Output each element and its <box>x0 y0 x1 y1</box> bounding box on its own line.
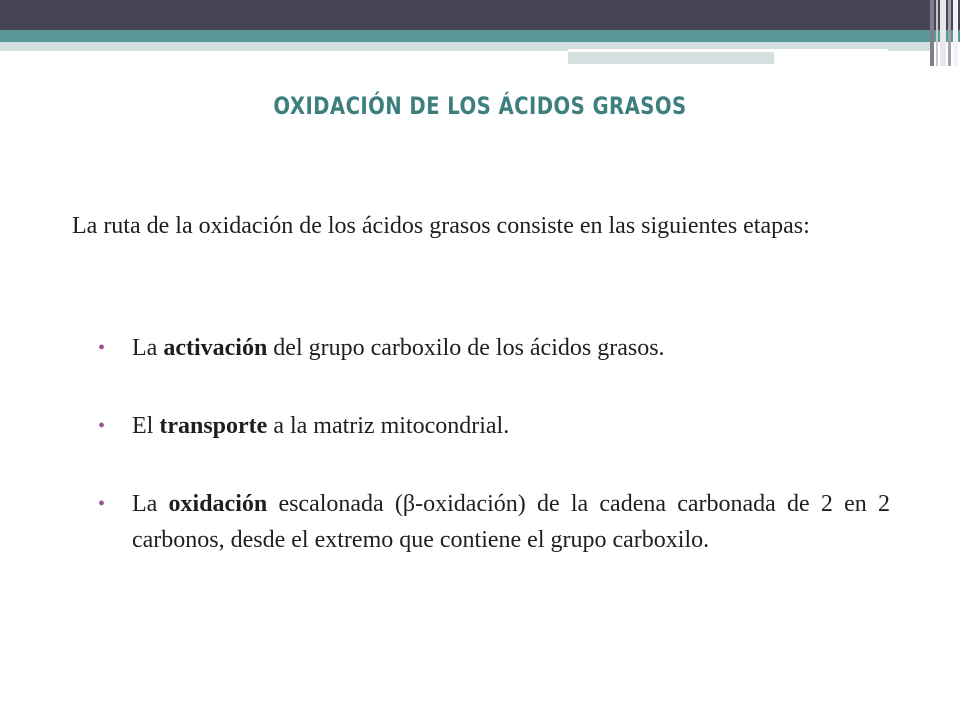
stage-list <box>98 330 890 558</box>
bullet-icon: • <box>98 337 106 359</box>
list-item <box>98 408 890 444</box>
header-vertical-stripes <box>930 0 960 66</box>
slide-title: OXIDACIÓN DE LOS ÁCIDOS GRASOS <box>273 92 687 120</box>
bullet-icon: • <box>98 493 106 515</box>
header-dark-bar <box>0 0 960 30</box>
bullet-text-before: La <box>132 491 169 517</box>
bullet-text-before: El <box>132 413 160 439</box>
bullet-bold-term: oxidación <box>168 491 268 517</box>
bullet-text-after: escalonada (β-oxidación) de la cadena carbonada de 2 en 2 carbonos, desde el extremo que contiene el grupo carboxilo. <box>132 491 890 553</box>
header-white-line-lower <box>774 62 914 64</box>
header-shade-bar <box>568 52 774 64</box>
bullet-icon: • <box>98 415 106 437</box>
bullet-text-after: a la matriz mitocondrial. <box>267 413 510 439</box>
bullet-bold-term: transporte <box>159 413 268 439</box>
bullet-text-after: del grupo carboxilo de los ácidos grasos. <box>267 335 665 361</box>
intro-paragraph: La ruta de la oxidación de los ácidos grasos consiste en las siguientes etapas: <box>72 213 810 239</box>
header-teal-bar <box>0 30 960 42</box>
list-item <box>98 330 890 366</box>
bullet-text-before: La <box>132 335 164 361</box>
bullet-bold-term: activación <box>163 335 268 361</box>
list-item <box>98 486 890 558</box>
